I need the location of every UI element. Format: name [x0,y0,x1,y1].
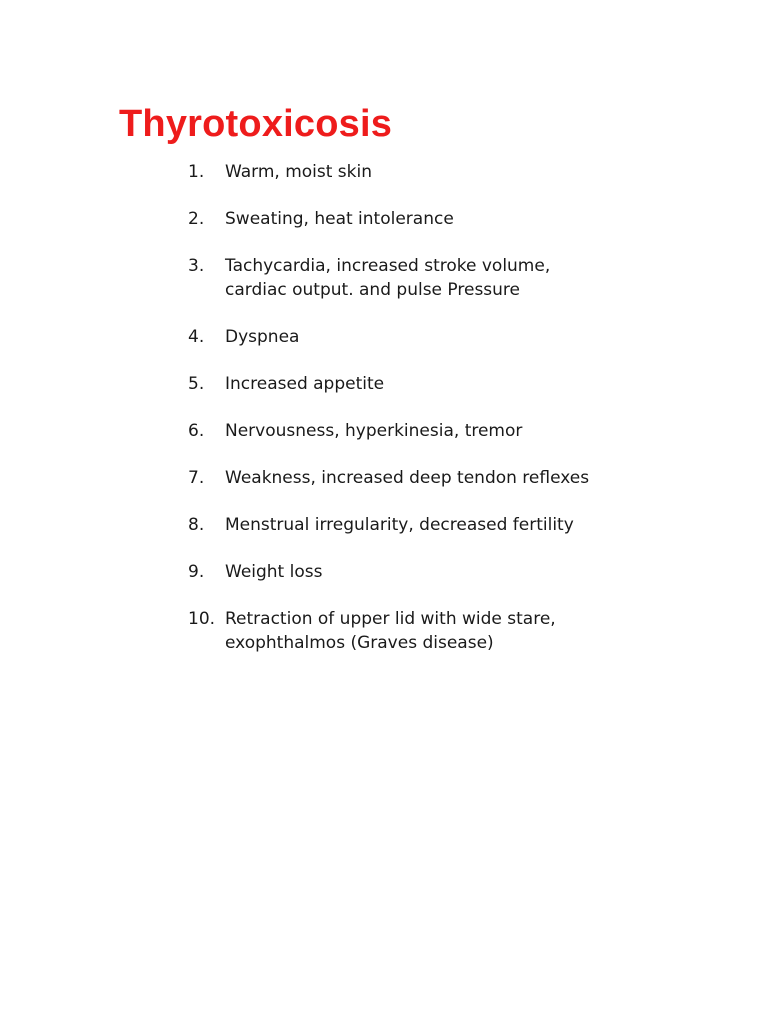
item-text-line: Weight loss [225,562,323,582]
item-text-line: Sweating, heat intolerance [225,209,454,229]
item-number: 9. [188,562,205,582]
item-text-line: cardiac output. and pulse Pressure [225,280,521,300]
list-item [188,607,708,655]
item-number: 2. [188,209,205,229]
list-item [188,513,708,537]
list-item [188,372,708,396]
list-item [188,254,708,302]
item-number: 6. [188,421,205,441]
item-text-line: exophthalmos (Graves disease) [225,633,494,653]
item-text [225,419,708,443]
symptom-list [188,160,708,678]
item-number: 7. [188,468,205,488]
item-text-line: Nervousness, hyperkinesia, tremor [225,421,523,441]
item-text-line: Tachycardia, increased stroke volume, [225,256,551,276]
item-number: 3. [188,256,205,276]
item-text-line: Dyspnea [225,327,300,347]
list-item [188,325,708,349]
page-title: Thyrotoxicosis [119,103,393,145]
item-text [225,207,708,231]
item-text [225,466,708,490]
item-text-line: Weakness, increased deep tendon reflexes [225,468,590,488]
item-text-line: Retraction of upper lid with wide stare, [225,609,556,629]
item-text [225,160,708,184]
item-number: 10. [188,609,216,629]
item-text-line: Warm, moist skin [225,162,373,182]
item-text-line: Increased appetite [225,374,385,394]
item-text [225,325,708,349]
item-number: 4. [188,327,205,347]
item-text-line: Menstrual irregularity, decreased fertility [225,515,574,535]
item-text [225,560,708,584]
list-item [188,466,708,490]
list-item [188,160,708,184]
item-number: 8. [188,515,205,535]
item-number: 5. [188,374,205,394]
item-text [225,607,708,655]
item-text [225,254,708,302]
list-item [188,419,708,443]
list-item [188,207,708,231]
list-item [188,560,708,584]
item-text [225,513,708,537]
item-text [225,372,708,396]
item-number: 1. [188,162,205,182]
